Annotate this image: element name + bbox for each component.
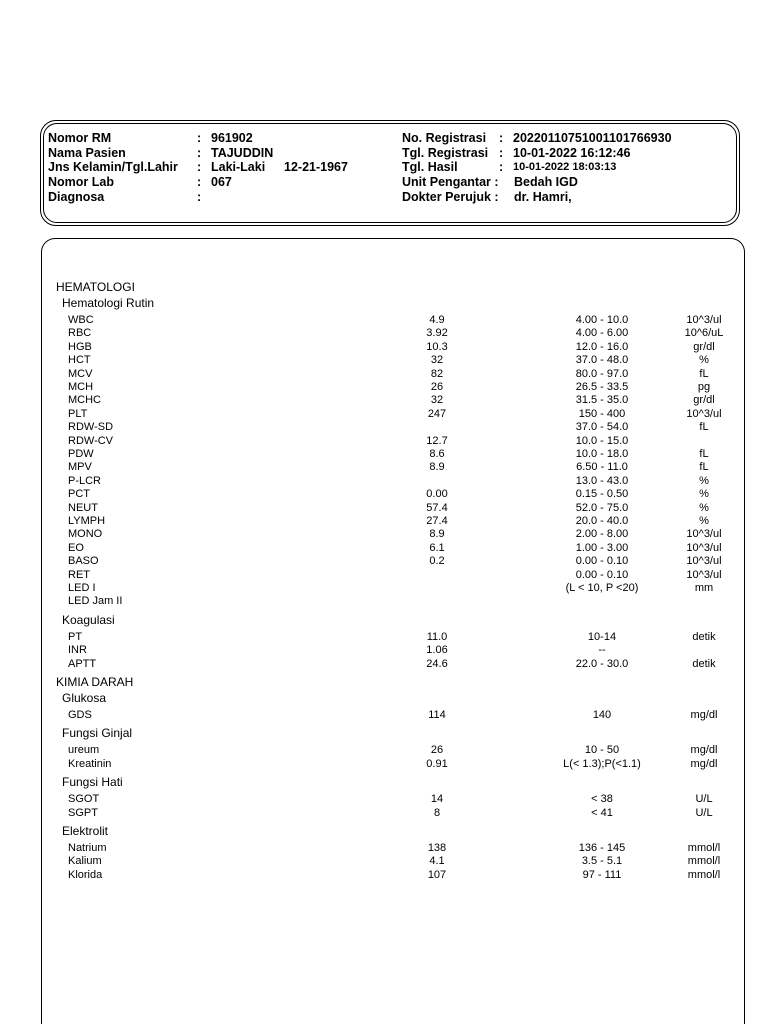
test-name: LED I — [68, 582, 96, 594]
test-result: 4.1 — [429, 855, 445, 868]
reference-range: 13.0 - 43.0 — [575, 474, 629, 487]
test-name: MPV — [68, 461, 92, 474]
header-colon: : — [197, 146, 202, 160]
reference-range: 10 - 50 — [584, 744, 620, 757]
test-unit: 10^3/ul — [686, 541, 722, 554]
test-unit: mm — [694, 582, 714, 594]
test-result: 26 — [430, 381, 444, 393]
reference-range: 37.0 - 48.0 — [575, 354, 629, 367]
header-label: Nomor RM — [48, 131, 112, 145]
test-unit: mmol/l — [687, 868, 721, 881]
group-title: Koagulasi — [62, 612, 115, 627]
test-name: NEUT — [68, 501, 98, 514]
test-unit: gr/dl — [693, 394, 715, 407]
header-colon: : — [499, 131, 504, 145]
test-result: 6.1 — [429, 541, 445, 554]
reference-range: 1.00 - 3.00 — [575, 541, 629, 554]
test-result: 11.0 — [426, 630, 448, 643]
header-label: Nomor Lab — [48, 175, 114, 189]
header-value: dr. Hamri, — [514, 190, 572, 204]
test-result: 32 — [430, 354, 444, 367]
test-unit: fL — [699, 448, 709, 460]
test-name: APTT — [68, 657, 97, 670]
header-label: No. Registrasi — [402, 131, 487, 145]
test-unit: % — [699, 501, 709, 514]
test-result: 247 — [427, 407, 447, 420]
group-title: Hematologi Rutin — [62, 296, 155, 310]
test-name: BASO — [68, 555, 99, 568]
reference-range: 0.15 - 0.50 — [575, 488, 629, 501]
reference-range: 136 - 145 — [578, 842, 626, 854]
reference-range: 80.0 - 97.0 — [575, 367, 629, 380]
test-result: 14 — [430, 793, 444, 806]
reference-range: 10-14 — [587, 630, 617, 643]
test-unit: 10^3/ul — [686, 555, 722, 568]
header-label: Unit Pengantar : — [402, 175, 499, 189]
test-name: PDW — [68, 448, 94, 460]
test-name: PCT — [68, 488, 90, 501]
reference-range: -- — [598, 644, 606, 657]
reference-range: L(< 1.3);P(<1.1) — [563, 757, 641, 770]
test-result: 1.06 — [426, 644, 448, 657]
header-value: TAJUDDIN — [211, 146, 274, 160]
header-colon: : — [499, 160, 504, 174]
test-unit: 10^3/ul — [686, 568, 722, 581]
header-colon: : — [197, 160, 202, 174]
reference-range: < 38 — [591, 793, 613, 806]
test-name: EO — [68, 541, 84, 554]
test-unit: mg/dl — [690, 709, 718, 721]
test-result: 138 — [427, 842, 447, 854]
reference-range: 12.0 - 16.0 — [575, 340, 629, 353]
reference-range: 22.0 - 30.0 — [575, 657, 629, 670]
test-name: RDW-SD — [68, 421, 114, 434]
test-name: WBC — [68, 314, 94, 326]
test-unit: 10^3/ul — [686, 407, 722, 420]
reference-range: 10.0 - 18.0 — [575, 448, 629, 460]
test-unit: detik — [692, 657, 716, 670]
test-result: 27.4 — [426, 515, 448, 527]
test-result: 82 — [430, 367, 444, 380]
test-name: Kalium — [68, 855, 102, 868]
group-title: Glukosa — [62, 691, 107, 705]
test-name: MCHC — [68, 394, 101, 407]
test-name: RDW-CV — [68, 434, 114, 447]
reference-range: 31.5 - 35.0 — [575, 394, 629, 407]
test-name: RET — [68, 568, 90, 581]
section-title: KIMIA DARAH — [56, 675, 134, 689]
reference-range: 3.5 - 5.1 — [581, 855, 623, 868]
test-result: 26 — [430, 744, 444, 757]
section-title: HEMATOLOGI — [56, 280, 135, 294]
header-value: Bedah IGD — [514, 175, 578, 189]
test-result: 8 — [433, 806, 441, 819]
reference-range: 6.50 - 11.0 — [576, 461, 628, 474]
test-unit: 10^3/ul — [686, 528, 722, 541]
test-name: LED Jam II — [68, 595, 123, 608]
reference-range: 150 - 400 — [578, 407, 626, 420]
test-result: 10.3 — [426, 340, 448, 353]
header-label: Tgl. Hasil — [402, 160, 458, 174]
test-name: MONO — [68, 528, 103, 541]
test-result: 8.9 — [429, 528, 445, 541]
test-name: MCV — [68, 367, 93, 380]
test-unit: 10^3/ul — [686, 314, 722, 326]
test-name: INR — [68, 644, 87, 657]
header-colon: : — [197, 131, 202, 145]
reference-range: 2.00 - 8.00 — [575, 528, 629, 541]
test-unit: mg/dl — [690, 757, 718, 770]
header-value: 20220110751001101766930 — [513, 131, 672, 145]
reference-range: 97 - 111 — [582, 868, 622, 881]
header-label: Nama Pasien — [48, 146, 126, 160]
reference-range: 37.0 - 54.0 — [575, 421, 629, 434]
test-name: RBC — [68, 327, 92, 340]
test-name: Kreatinin — [68, 757, 112, 770]
header-value: 10-01-2022 16:12:46 — [513, 146, 631, 160]
header-colon: : — [499, 146, 504, 160]
reference-range: (L < 10, P <20) — [565, 582, 639, 594]
test-unit: fL — [699, 421, 709, 434]
test-unit: U/L — [695, 793, 713, 806]
test-name: GDS — [68, 709, 92, 721]
header-colon: : — [197, 175, 202, 189]
test-result: 12.7 — [426, 434, 448, 447]
test-name: MCH — [68, 381, 94, 393]
test-unit: 10^6/uL — [684, 327, 724, 340]
reference-range: 20.0 - 40.0 — [575, 515, 629, 527]
test-unit: U/L — [695, 806, 713, 819]
reference-range: 0.00 - 0.10 — [575, 555, 629, 568]
test-unit: mg/dl — [690, 744, 718, 757]
test-unit: % — [699, 354, 709, 367]
header-value: 067 — [211, 175, 232, 189]
test-unit: fL — [699, 367, 709, 380]
header-label: Jns Kelamin/Tgl.Lahir — [48, 160, 178, 174]
test-result: 32 — [430, 394, 444, 407]
test-result: 3.92 — [426, 327, 448, 340]
test-unit: mmol/l — [687, 855, 721, 868]
test-name: HCT — [68, 354, 91, 367]
reference-range: < 41 — [591, 806, 613, 819]
test-unit: mmol/l — [687, 842, 721, 854]
group-title: Fungsi Ginjal — [62, 726, 133, 741]
test-unit: pg — [697, 381, 711, 393]
group-title: Fungsi Hati — [62, 775, 123, 790]
header-label: Tgl. Registrasi — [402, 146, 489, 160]
header-value: 961902 — [211, 131, 253, 145]
test-name: P-LCR — [68, 474, 102, 487]
header-value: 10-01-2022 18:03:13 — [513, 161, 617, 173]
test-name: PT — [68, 630, 83, 643]
reference-range: 26.5 - 33.5 — [575, 381, 629, 393]
header-colon: : — [197, 190, 202, 204]
test-result: 24.6 — [426, 657, 448, 670]
test-name: Klorida — [68, 868, 103, 881]
group-title: Elektrolit — [62, 824, 109, 838]
test-unit: fL — [699, 461, 709, 474]
reference-range: 0.00 - 0.10 — [575, 568, 629, 581]
test-name: SGPT — [68, 806, 98, 819]
test-name: PLT — [68, 407, 88, 420]
test-result: 0.00 — [426, 488, 448, 501]
test-result: 57.4 — [426, 501, 448, 514]
reference-range: 10.0 - 15.0 — [575, 434, 629, 447]
test-result: 4.9 — [429, 314, 445, 326]
reference-range: 52.0 - 75.0 — [575, 501, 629, 514]
test-name: HGB — [68, 340, 92, 353]
reference-range: 4.00 - 10.0 — [575, 314, 629, 326]
reference-range: 4.00 - 6.00 — [575, 327, 629, 340]
test-unit: gr/dl — [693, 340, 715, 353]
test-unit: detik — [692, 630, 716, 643]
test-name: LYMPH — [68, 515, 106, 527]
test-name: SGOT — [68, 793, 100, 806]
header-label: Dokter Perujuk : — [402, 190, 499, 204]
test-unit: % — [699, 474, 709, 487]
test-unit: % — [699, 515, 709, 527]
header-label: Diagnosa — [48, 190, 105, 204]
test-result: 0.91 — [426, 757, 448, 770]
test-name: Natrium — [68, 842, 107, 854]
header-value: Laki-Laki — [211, 160, 266, 174]
test-result: 114 — [428, 709, 446, 721]
test-result: 0.2 — [429, 555, 445, 568]
test-name: ureum — [68, 744, 100, 757]
reference-range: 140 — [592, 709, 612, 721]
header-value-birthdate: 12-21-1967 — [284, 160, 348, 174]
test-result: 107 — [427, 868, 447, 881]
test-result: 8.6 — [429, 448, 445, 460]
test-unit: % — [699, 488, 709, 501]
test-result: 8.9 — [429, 461, 445, 474]
